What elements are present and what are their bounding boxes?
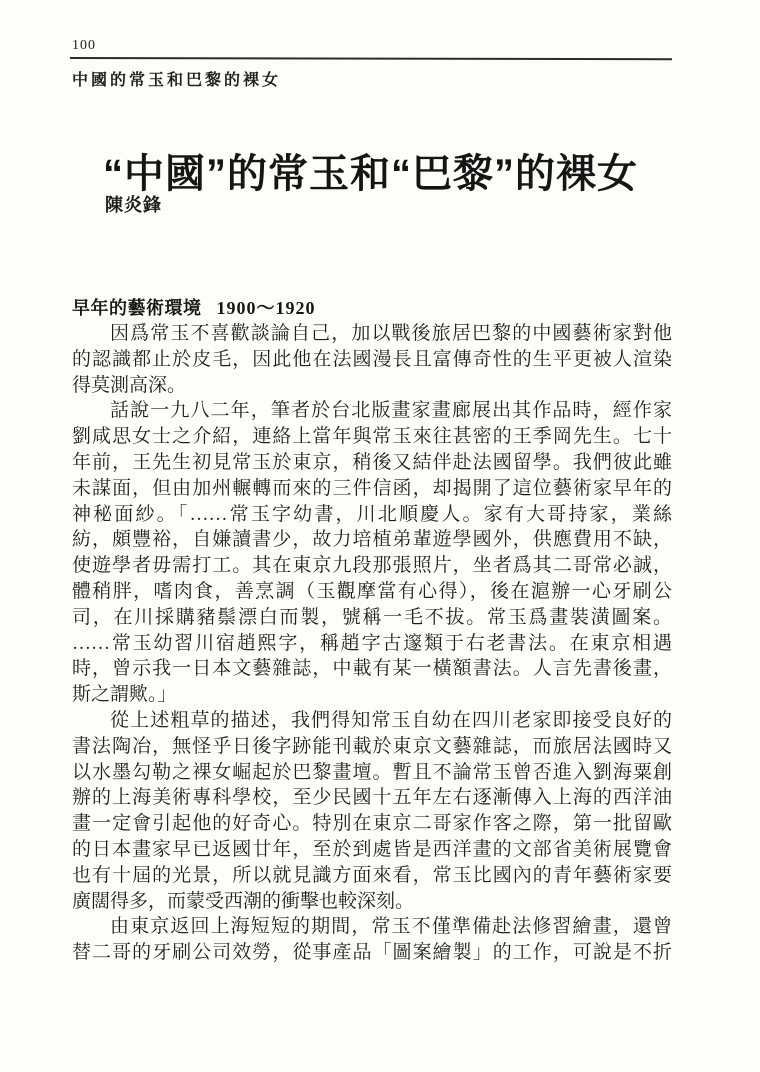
body-line: 未謀面，但由加州輾轉而來的三件信函，却揭開了這位藝術家早年的 [72,477,672,499]
body-line: 時，曾示我一日本文藝雜誌，中載有某一橫額書法。人言先書後畫， [72,658,672,680]
page-number: 100 [72,38,96,53]
body-line: 由東京返回上海短短的期間，常玉不僅準備赴法修習繪畫，還曾 [110,916,672,938]
body-text [72,321,672,966]
body-line: 以水墨勾勒之裸女崛起於巴黎畫壇。暫且不論常玉曾否進入劉海粟創 [72,761,672,783]
body-line: 體稍胖，嗜肉食，善烹調（玉觀摩當有心得），後在滬辦一心牙刷公 [72,580,672,602]
body-line: 神秘面紗。「……常玉字幼書，川北順慶人。家有大哥持家，業絲 [72,503,672,525]
body-line: 使遊學者毋需打工。其在東京九段那張照片，坐者爲其二哥常必誠， [72,555,672,577]
body-line: 從上述粗草的描述，我們得知常玉自幼在四川老家即接受良好的 [110,709,672,731]
body-line: 畫一定會引起他的好奇心。特別在東京二哥家作客之際，第一批留歐 [72,813,672,835]
article-title: “中國”的常玉和“巴黎”的裸女 [103,151,638,196]
body-line: ……常玉幼習川宿趙熙字，稱趙字古邃類于右老書法。在東京相遇 [72,632,672,654]
body-line: 辦的上海美術專科學校，至少民國十五年左右逐漸傳入上海的西洋油 [72,787,672,809]
body-line: 的日本畫家早已返國廿年，至於到處皆是西洋畫的文部省美術展覽會 [72,838,672,860]
body-line: 書法陶冶，無怪乎日後字跡能刊載於東京文藝雜誌，而旅居法國時又 [72,735,672,757]
body-line: 司，在川採購豬鬃漂白而製，號稱一毛不拔。常玉爲畫裝潢圖案。 [72,606,672,628]
body-line: 話說一九八二年，筆者於台北版畫家畫廊展出其作品時，經作家 [110,400,672,422]
body-line: 劉咸思女士之介紹，連絡上當年與常玉來往甚密的王季岡先生。七十 [72,426,672,448]
header-rule [70,57,672,60]
body-line: 因爲常玉不喜歡談論自己，加以戰後旅居巴黎的中國藝術家對他 [110,323,672,344]
body-line: 的認識都止於皮毛，因此他在法國漫長且富傳奇性的生平更被人渲染 [72,348,672,370]
running-header: 中國的常玉和巴黎的裸女 [72,72,282,89]
section-heading [72,294,316,320]
section-period: 1900～1920 [216,298,316,318]
body-line: 年前，王先生初見常玉於東京，稍後又結伴赴法國留學。我們彼此雖 [72,451,672,473]
article-author: 陳炎鋒 [105,195,162,215]
body-line: 也有十屆的光景，所以就見識方面來看，常玉比國內的青年藝術家要 [72,864,672,886]
body-line: 紡，頗豐裕，自嫌讀書少，故力培植弟輩遊學國外，供應費用不缺， [72,529,672,551]
body-line: 斯之謂歟。」 [72,684,177,706]
body-line: 替二哥的牙刷公司效勞，從事產品「圖案繪製」的工作，可說是不折 [72,942,672,964]
section-heading-text: 早年的藝術環境 [72,298,202,318]
body-line: 得莫測高深。 [72,374,187,396]
body-line: 廣闊得多，而蒙受西潮的衝擊也較深刻。 [72,890,415,912]
